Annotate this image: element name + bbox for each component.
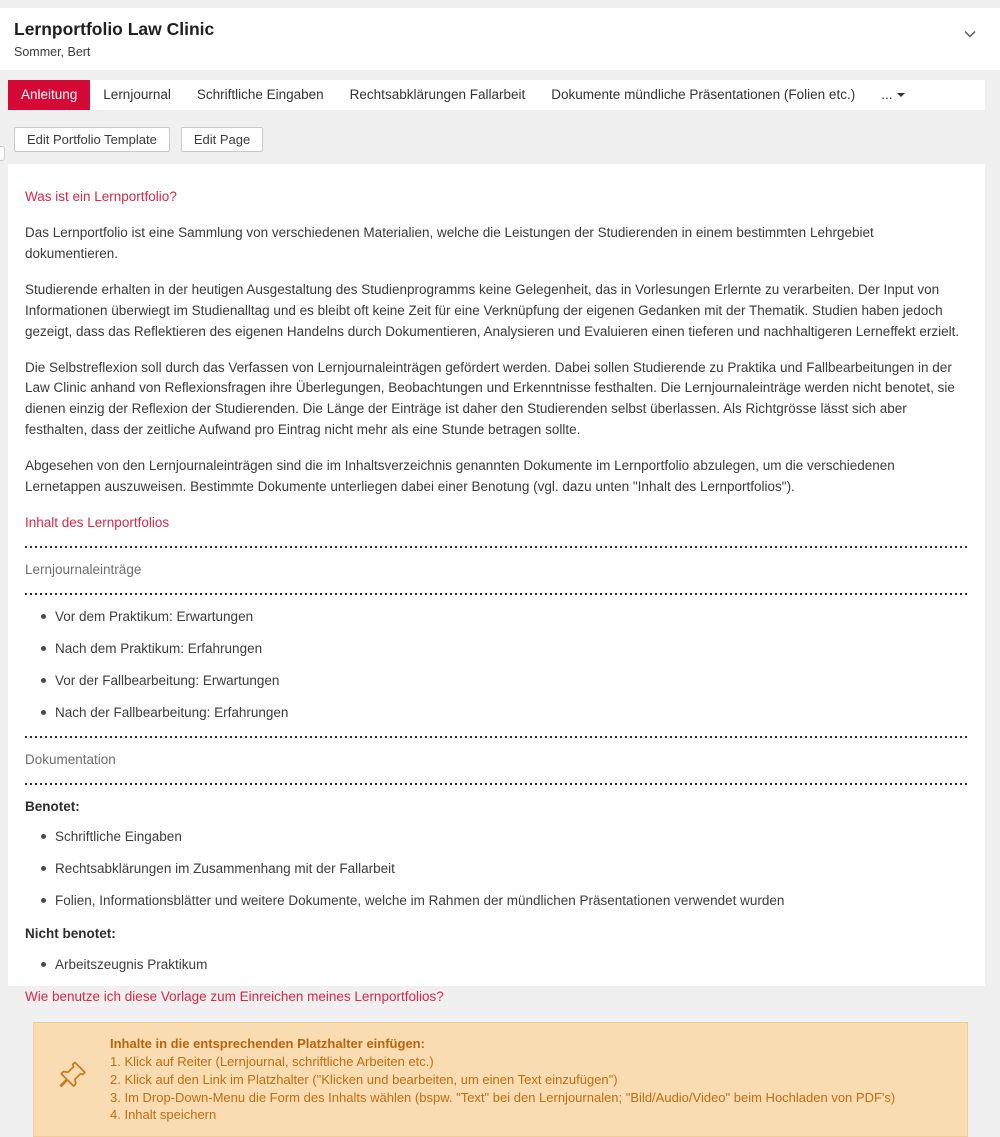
list-item: Folien, Informationsblätter und weitere Dokumente, welche im Rahmen der mündlichen Präsentationen verwendet wurden [55,891,968,912]
portfolio-tabbar [8,80,985,110]
notice-step: 1. Klick auf Reiter (Lernjournal, schriftliche Arbeiten etc.) [110,1053,434,1069]
list-item: Arbeitszeugnis Praktikum [55,955,968,976]
header-titles [14,18,214,59]
link-inhalt-des-lernportfolios[interactable]: Inhalt des Lernportfolios [25,515,170,531]
tab-more-label: ... [881,87,893,102]
dotted-divider [25,546,968,548]
tab-dokumente-muendliche-praesentationen[interactable]: Dokumente mündliche Präsentationen (Folien etc.) [551,87,856,102]
list-item: Vor der Fallbearbeitung: Erwartungen [55,671,968,692]
link-wie-benutze-ich-diese-vorlage[interactable]: Wie benutze ich diese Vorlage zum Einreichen meines Lernportfolios? [25,989,444,1005]
graded-label: Benotet: [25,798,80,814]
edit-page-button[interactable]: Edit Page [181,127,263,152]
paragraph-dokumente: Abgesehen von den Lernjournaleinträgen sind die im Inhaltsverzeichnis genannten Dokumente im Lernportfolio abzulegen, um die verschiedenen Lernetappen auszuweisen. Bestimmte Dokumente unterliegen dabei einer Benotung (vgl. dazu unten "Inhalt des Lernportfolios"). [25,458,895,495]
section-title-dokumentation: Dokumentation [25,751,116,767]
dotted-divider [25,736,968,738]
collapse-header-button[interactable] [962,26,978,47]
dotted-divider [25,783,968,785]
notice-heading: Inhalte in die entsprechenden Platzhalter einfügen: [110,1035,425,1051]
list-item: Vor dem Praktikum: Erwartungen [55,607,968,628]
journal-entries-list [25,607,968,724]
section-title-lernjournaleintraege: Lernjournaleinträge [25,561,142,577]
ungraded-label: Nicht benotet: [25,926,116,942]
graded-items-list [25,827,968,912]
tab-schriftliche-eingaben[interactable]: Schriftliche Eingaben [196,87,324,102]
content-panel [8,164,985,1123]
sidebar-handle[interactable] [0,146,5,161]
list-item: Nach dem Praktikum: Erfahrungen [55,639,968,660]
instruction-notice [33,1022,968,1137]
list-item: Nach der Fallbearbeitung: Erfahrungen [55,703,968,724]
notice-body [110,1036,895,1123]
notice-step: 4. Inhalt speichern [110,1107,217,1123]
page-header [0,8,1000,70]
notice-step: 2. Klick auf den Link im Platzhalter ("Klicken und bearbeiten, um einen Text einzufügen") [110,1071,618,1087]
toolbar [14,127,1000,152]
list-item: Rechtsabklärungen im Zusammenhang mit der Fallarbeit [55,859,968,880]
ungraded-items-list [25,955,968,976]
page-title: Lernportfolio Law Clinic [14,19,215,39]
edit-portfolio-template-button[interactable]: Edit Portfolio Template [14,127,170,152]
pushpin-icon [58,1059,88,1101]
paragraph-definition: Das Lernportfolio ist eine Sammlung von verschiedenen Materialien, welche die Leistungen der Studierenden in einem bestimmten Lehrgebiet dokumentieren. [25,224,874,261]
tab-lernjournal[interactable]: Lernjournal [103,87,171,102]
paragraph-selbstreflexion: Die Selbstreflexion soll durch das Verfassen von Lernjournaleinträgen gefördert werden. Dabei sollen Studierende zu Praktika und Fallbearbeitungen in der Law Clinic anhand von Reflexionsfragen ihre Überlegungen, Beobachtungen und Erkenntnisse festhalten. Die Lernjournaleinträge werden nicht benotet, sie dienen einzig der Reflexion der Studierenden. Die Länge der Einträge ist daher den Studierenden selbst überlassen. Als Richtgrösse lässt sich aber festhalten, dass der zeitliche Aufwand pro Eintrag nicht mehr als eine Stunde betragen sollte. [25,359,955,438]
caret-down-icon [897,93,905,97]
chevron-down-icon [962,26,978,42]
list-item: Schriftliche Eingaben [55,827,968,848]
tab-more-dropdown[interactable] [868,80,918,110]
dotted-divider [25,593,968,595]
tab-anleitung[interactable]: Anleitung [8,80,90,110]
page-author: Sommer, Bert [14,44,91,59]
link-was-ist-ein-lernportfolio[interactable]: Was ist ein Lernportfolio? [25,189,177,204]
paragraph-motivation: Studierende erhalten in der heutigen Ausgestaltung des Studienprogramms keine Gelegenheit, das in Vorlesungen Erlernte zu verarbeiten. Der Input von Informationen überwiegt im Studienalltag und es bleibt oft keine Zeit für eine Verknüpfung der eigenen Gedanken mit der Thematik. Studien haben jedoch gezeigt, dass das Reflektieren des eigenen Handelns durch Dokumentieren, Analysieren und Evaluieren einen tieferen und nachhaltigeren Lerneffekt erzielt. [25,281,960,339]
tab-rechtsabklaerungen-fallarbeit[interactable]: Rechtsabklärungen Fallarbeit [349,87,526,102]
notice-step: 3. Im Drop-Down-Menu die Form des Inhalts wählen (bspw. "Text" bei den Lernjournalen; "Bild/Audio/Video" beim Hochladen von PDF's) [110,1089,896,1105]
